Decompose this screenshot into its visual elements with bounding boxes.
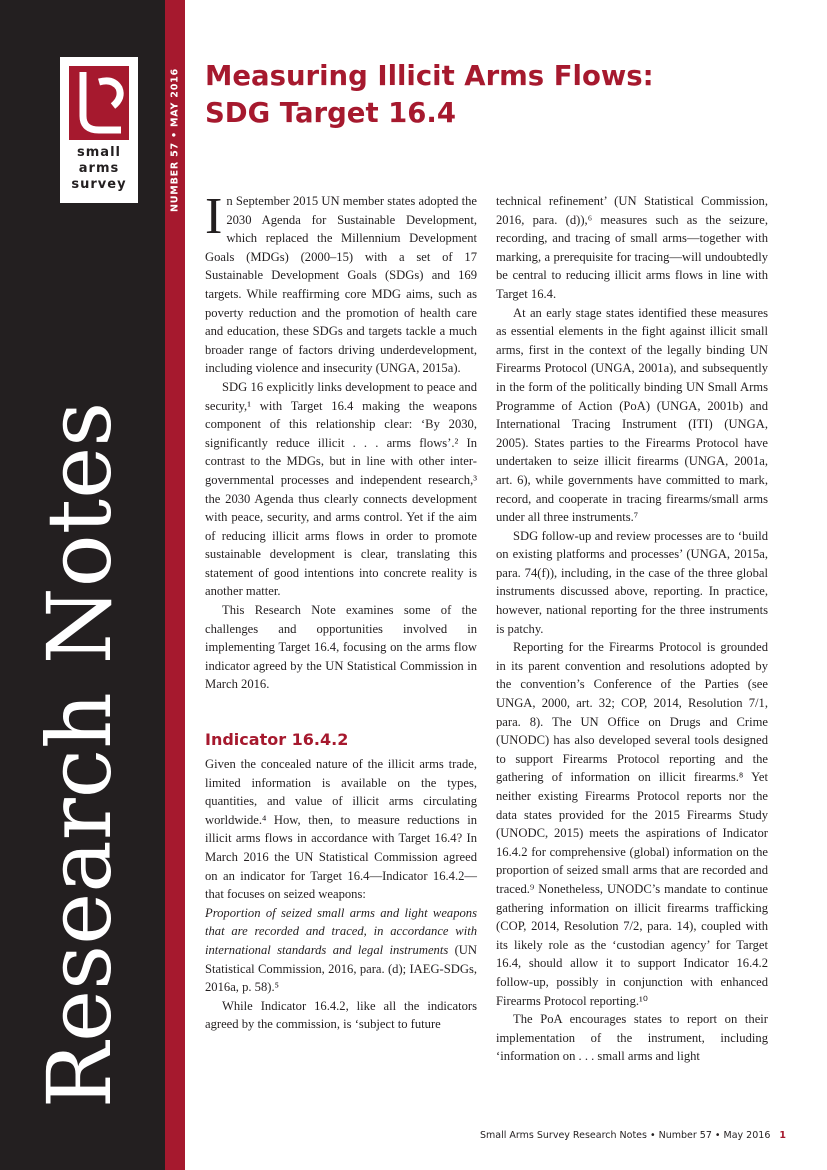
section-heading: Indicator 16.4.2 [205, 730, 349, 750]
right-column [496, 192, 768, 1066]
intro-paragraph-text: n September 2015 UN member states adopted the 2030 Agenda for Sustainable Development, which replaced the Millennium Development Goals (MDGs) (2000–15) with a set of 17 Sustainable Development Goals (SDGs) and 169 targets. While reaffirming core MDG aims, such as poverty reduction and the promotion of health care and education, these SDGs and targets tackle a much broader range of factors driving underdevelopment, including violence and insecurity (UNGA, 2015a). [205, 194, 477, 376]
page-title-line-1: Measuring Illicit Arms Flows: [205, 60, 654, 92]
page-title-line-2: SDG Target 16.4 [205, 97, 457, 129]
body-paragraph: This Research Note examines some of the challenges and opportunities involved in implementing Target 16.4, focusing on the arms flow indicator agreed by the UN Statistical Commission in March 2016. [205, 603, 477, 692]
logo-word-small: small [77, 145, 121, 160]
page-footer [480, 1130, 787, 1141]
body-paragraph: Given the concealed nature of the illicit arms trade, limited information is available on the types, quantities, and value of illicit arms circulating worldwide.⁴ How, then, to measure reductions in illicit arms flows in accordance with Target 16.4? In March 2016 the UN Statistical Commission agreed on an indicator for Target 16.4—Indicator 16.4.2—that focuses on seized weapons: [205, 757, 477, 902]
body-paragraph: SDG 16 explicitly links development to peace and security,¹ with Target 16.4 making the weapons component of this relationship clear: ‘By 2030, significantly reduce illicit . . . arms flows’.² In contrast to the MDGs, but in line with other inter-governmental processes and independent research,³ the 2030 Agenda thus clearly connects development with peace, security, and arms control. Yet if the aim of reducing illicit arms flows in order to promote sustainable development is clear, translating this statement of good intentions into concrete reality is another matter. [205, 379, 477, 599]
series-title: Research Notes [28, 401, 131, 1109]
series-title-vertical [20, 390, 140, 1120]
body-paragraph: Reporting for the Firearms Protocol is grounded in its parent convention and resolutions adopted by the convention’s Conference of the Parties (see UNGA, 2000, art. 32; COP, 2014, Resolution 7/1, para. 8). The UN Office on Drugs and Crime (UNODC) has also developed several tools designed to support Firearms Protocol reporting and the gathering of information on illicit firearms.⁸ Yet neither existing Firearms Protocol reports nor the data states provided for the 2015 Firearms Study (UNODC, 2015) meets the aspirations of Indicator 16.4.2 for comprehensive (global) information on the proportion of seized small arms that are recorded and traced.⁹ Nonetheless, UNODC’s mandate to continue gathering information on illicit firearms trafficking (COP, 2014, Resolution 7/2, para. 14), coupled with its likely role as the ‘custodian agency’ for Target 16.4, should allow it to support Indicator 16.4.2 follow-up, possibly in conjunction with enhanced Firearms Protocol reporting.¹⁰ [496, 640, 768, 1008]
quote-source: (UN Statistical Commission, 2016, para. (d); IAEG-SDGs, 2016a, p. 58).⁵ [205, 942, 477, 995]
page-title [205, 58, 805, 132]
body-paragraph: While Indicator 16.4.2, like all the indicators agreed by the commission, is ‘subject to future [205, 998, 477, 1032]
body-paragraph: The PoA encourages states to report on their implementation of the instrument, including ‘information on . . . small arms and light [496, 1012, 768, 1064]
intro-paragraph [205, 188, 477, 378]
page-number: 1 [779, 1130, 787, 1141]
logo-word-survey: survey [71, 177, 127, 192]
left-column [205, 188, 477, 1034]
drop-cap: I [205, 188, 223, 245]
logo-wordmark [62, 145, 136, 193]
issue-label: NUMBER 57 • MAY 2016 [169, 68, 181, 212]
small-arms-survey-logo [60, 57, 138, 203]
issue-label-vertical [166, 60, 184, 220]
body-paragraph: SDG follow-up and review processes are to ‘build on existing platforms and processes’ (UNGA, 2015a, para. 74(f)), including, in the case of the three global instruments discussed above, reporting. In practice, however, national reporting for the three instruments is patchy. [496, 528, 768, 636]
logo-word-arms: arms [78, 161, 120, 176]
block-quote [205, 904, 477, 997]
quote-text: Proportion of seized small arms and light weapons that are recorded and traced, in accordance with international standards and legal instruments [205, 905, 477, 957]
body-paragraph: technical refinement’ (UN Statistical Commission, 2016, para. (d)),⁶ measures such as the seizure, recording, and tracing of small arms—together with marking, a prerequisite for tracing—will undoubtedly be central to reducing illicit arms flows in line with Target 16.4. [496, 194, 768, 301]
body-paragraph: At an early stage states identified these measures as essential elements in the fight against illicit small arms, first in the context of the legally binding UN Firearms Protocol (UNGA, 2001a), and subsequently in the form of the politically binding UN Small Arms Programme of Action (PoA) (UNGA, 2001b) and International Tracing Instrument (ITI) (UNGA, 2005). States parties to the Firearms Protocol have undertaken to seize illicit firearms (UNGA, 2001a, art. 6), while governments have committed to mark, record, and cooperate in tracing firearms/small arms under all three instruments.⁷ [496, 305, 768, 525]
footer-text: Small Arms Survey Research Notes • Number 57 • May 2016 [480, 1130, 771, 1141]
logo-mark-icon [69, 66, 129, 140]
